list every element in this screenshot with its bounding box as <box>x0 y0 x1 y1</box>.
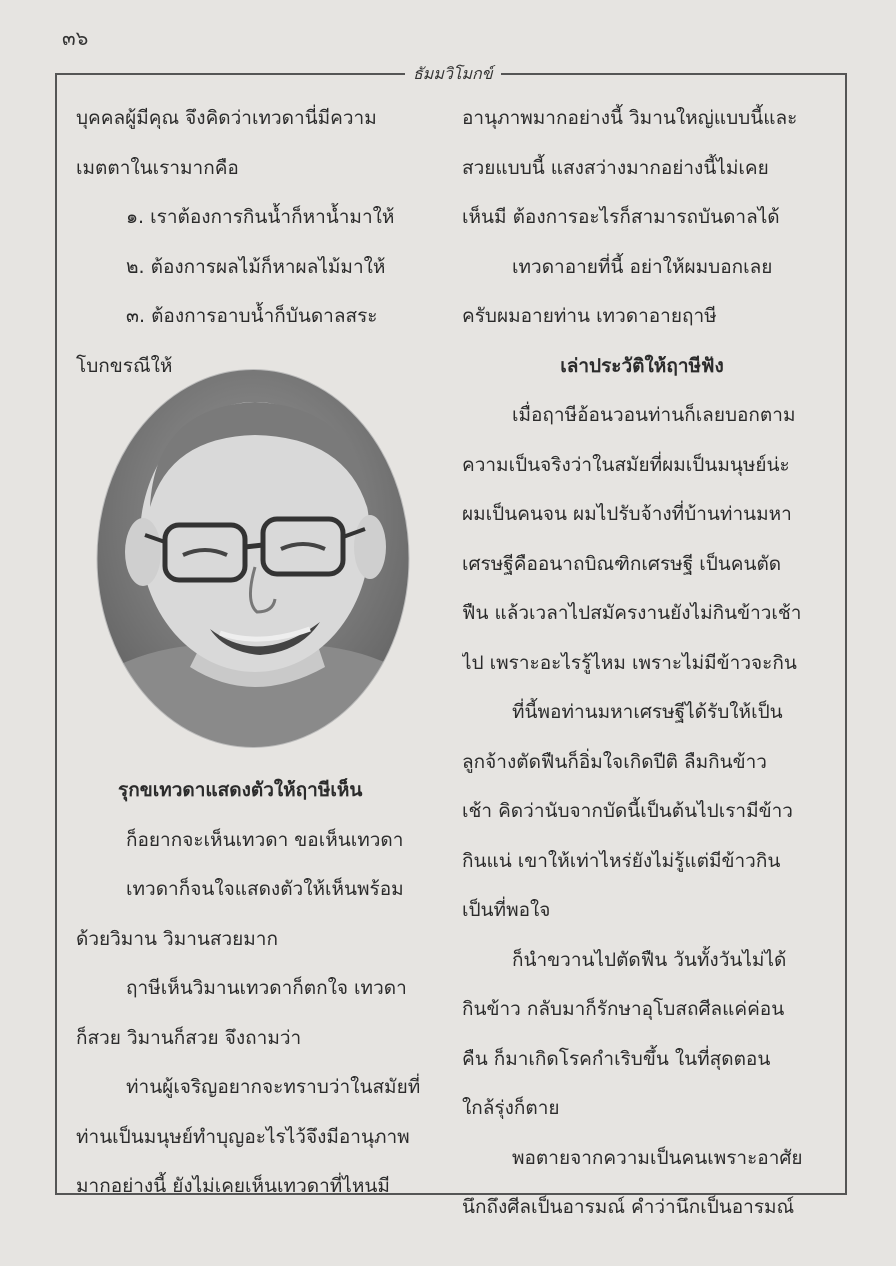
text-line: อานุภาพมากอย่างนี้ วิมานใหญ่แบบนี้และ <box>462 107 798 129</box>
text-line: ด้วยวิมาน วิมานสวยมาก <box>76 927 278 950</box>
text-line: คืน ก็มาเกิดโรคกำเริบขึ้น ในที่สุดตอน <box>462 1047 771 1070</box>
text-line: เทวดาอายที่นี้ อย่าให้ผมบอกเลย <box>512 255 773 278</box>
text-line: โบกขรณีให้ <box>76 354 173 377</box>
text-line: บุคคลผู้มีคุณ จึงคิดว่าเทวดานี่มีความ <box>76 107 377 129</box>
text-line: ก็สวย วิมานก็สวย จึงถามว่า <box>76 1026 302 1049</box>
text-line: เศรษฐีคืออนาถบิณฑิกเศรษฐี เป็นคนตัด <box>462 552 782 575</box>
text-line: กินข้าว กลับมาก็รักษาอุโบสถศีลแค่ค่อน <box>462 998 785 1020</box>
list-item: ๓. ต้องการอาบน้ำก็บันดาลสระ <box>126 305 378 327</box>
section-heading: รุกขเทวดาแสดงตัวให้ฤาษีเห็น <box>118 779 363 801</box>
text-line: เมตตาในเรามากคือ <box>76 156 239 179</box>
left-column-lower <box>76 766 436 1212</box>
text-line: สวยแบบนี้ แสงสว่างมากอย่างนี้ไม่เคย <box>462 156 769 179</box>
text-line: ลูกจ้างตัดฟืนก็อิ่มใจเกิดปีติ ลืมกินข้าว <box>462 750 767 773</box>
text-line: นึกถึงศีลเป็นอารมณ์ คำว่านึกเป็นอารมณ์ <box>462 1196 795 1218</box>
text-line: เช้า คิดว่านับจากบัดนี้เป็นต้นไปเรามีข้าว <box>462 800 793 822</box>
text-line: เห็นมี ต้องการอะไรก็สามารถบันดาลได้ <box>462 206 780 228</box>
left-column-upper <box>76 94 436 391</box>
text-line: ก็อยากจะเห็นเทวดา ขอเห็นเทวดา <box>126 828 404 851</box>
right-column <box>462 94 822 1233</box>
text-line: ท่านเป็นมนุษย์ทำบุญอะไรไว้จึงมีอานุภาพ <box>76 1125 410 1148</box>
text-line: ฤาษีเห็นวิมานเทวดาก็ตกใจ เทวดา <box>126 977 407 999</box>
text-line: ใกล้รุ่งก็ตาย <box>462 1097 560 1119</box>
text-line: ผมเป็นคนจน ผมไปรับจ้างที่บ้านท่านมหา <box>462 503 792 525</box>
text-line: ที่นี้พอท่านมหาเศรษฐีได้รับให้เป็น <box>512 701 783 723</box>
text-line: ก็นำขวานไปตัดฟืน วันทั้งวันไม่ได้ <box>512 948 787 971</box>
section-heading: เล่าประวัติให้ฤาษีฟัง <box>560 354 724 377</box>
text-line: ท่านผู้เจริญอยากจะทราบว่าในสมัยที่ <box>126 1076 421 1098</box>
list-item: ๑. เราต้องการกินน้ำก็หาน้ำมาให้ <box>126 206 395 228</box>
text-line: กินแน่ เขาให้เท่าไหร่ยังไม่รู้แต่มีข้าวกิน <box>462 849 781 872</box>
text-line: ครับผมอายท่าน เทวดาอายฤาษี <box>462 305 717 327</box>
text-line: ฟืน แล้วเวลาไปสมัครงานยังไม่กินข้าวเช้า <box>462 602 802 624</box>
text-line: เป็นที่พอใจ <box>462 899 551 921</box>
text-line: ความเป็นจริงว่าในสมัยที่ผมเป็นมนุษย์น่ะ <box>462 453 790 476</box>
page-number: ๓๖ <box>62 26 89 50</box>
text-line: เมื่อฤาษีอ้อนวอนท่านก็เลยบอกตาม <box>512 404 796 426</box>
running-title: ธัมมวิโมกข์ <box>405 62 501 87</box>
text-line: ไป เพราะอะไรรู้ไหม เพราะไม่มีข้าวจะกิน <box>462 651 797 674</box>
text-line: พอตายจากความเป็นคนเพราะอาศัย <box>512 1146 803 1169</box>
monk-portrait-photo <box>95 367 411 750</box>
list-item: ๒. ต้องการผลไม้ก็หาผลไม้มาให้ <box>126 255 386 278</box>
text-line: เทวดาก็จนใจแสดงตัวให้เห็นพร้อม <box>126 878 404 900</box>
text-line: มากอย่างนี้ ยังไม่เคยเห็นเทวดาที่ไหนมี <box>76 1175 390 1197</box>
